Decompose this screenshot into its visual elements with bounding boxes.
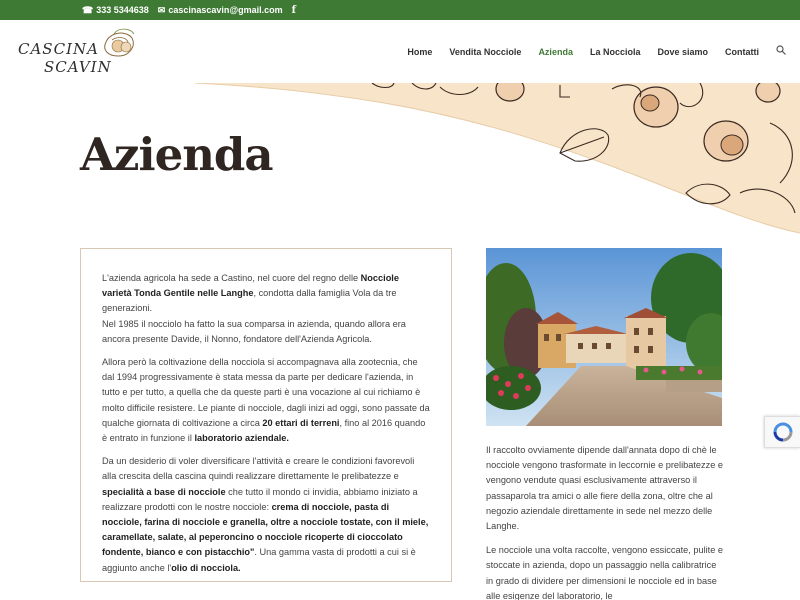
phone-number[interactable]: 333 5344638 [96, 5, 149, 15]
text-fragment: , condotta dalla famiglia Vola da tre generazioni. [102, 288, 397, 314]
search-icon[interactable] [776, 45, 786, 58]
harvest-description [486, 443, 726, 600]
text-bold: 20 ettari di terreni [262, 417, 340, 428]
phone-icon: ☎ [82, 4, 94, 15]
text-fragment: L'azienda agricola ha sede a Castino, nel cuore del regno delle [102, 273, 361, 283]
text-bold: crema di nocciole, pasta di nocciole, farina di nocciole e granella, oltre a nocciole tostate, con il miele, caramellate, salate, al peperoncino o nocciole ricoperte di cioccolato fondente, bianco e con pistacchio" [102, 501, 429, 558]
phone-contact[interactable] [82, 5, 149, 16]
text-fragment: che tutto il mondo ci invidia, abbiamo iniziato a realizzare prodotti con le nostre nocciole: [102, 486, 418, 512]
paragraph-2 [102, 355, 431, 446]
site-logo[interactable] [18, 28, 138, 78]
nav-item-home[interactable]: Home [407, 46, 433, 57]
nav-item-contatti[interactable]: Contatti [725, 46, 759, 57]
text-bold: Nocciole varietà Tonda Gentile nelle Langhe [102, 273, 399, 299]
text-fragment: Nel 1985 il nocciolo ha fatto la sua comparsa in azienda, quando allora era ancora presente Davide, il Nonno, fondatore dell'Azienda Agricola. [102, 318, 406, 344]
farm-photo [486, 248, 722, 426]
email-address[interactable]: cascinascavin@gmail.com [168, 5, 283, 15]
main-nav [407, 20, 786, 83]
logo-line2: SCAVIN [44, 58, 112, 76]
right-paragraph-1: Il raccolto ovviamente dipende dall'annata dopo di chè le nocciole vengono trasformate in leccornie e prelibatezze e vengono vendute quasi esclusivamente attraverso il passaparola tra amici o alle fiere della zona, oltre che al negozio aziendale direttamente in sede nel mezzo delle Langhe. [486, 445, 723, 532]
text-fragment: , fino al 2016 quando è entrato in funzione il [102, 417, 426, 444]
nav-item-la-nocciola[interactable]: La Nocciola [589, 46, 641, 57]
text-bold: olio di nocciola. [171, 562, 241, 573]
text-fragment: . Una gamma vasta di prodotti a cui si è aggiunto anche l' [102, 547, 416, 573]
text-fragment: Da un desiderio di voler diversificare l'attività e creare le condizioni favorevoli alla crescita della cascina quindi realizzare direttamente le prelibatezze e [102, 456, 415, 482]
text-bold: laboratorio aziendale. [194, 433, 289, 444]
text-fragment: Allora però la coltivazione della nocciola si accompagnava alla zootecnia, che dal 1994 progressivamente è stata messa da parte per dedicare l'azienda, in tutto e per tutto, a quella che da queste parti è una vocazione al cui richiamo è molto difficile resistere. Le piante di nocciole, dagli inizi ad oggi, sono passate da qualche giornata di coltivazione a circa [102, 357, 430, 428]
recaptcha-badge[interactable] [764, 416, 800, 448]
top-bar [0, 0, 800, 20]
company-description-box [80, 248, 452, 582]
facebook-link[interactable] [292, 5, 296, 16]
text-bold: specialità a base di nocciole [102, 486, 226, 497]
nav-item-vendita-nocciole[interactable]: Vendita Nocciole [449, 46, 522, 57]
nav-item-dove-siamo[interactable]: Dove siamo [657, 46, 708, 57]
paragraph-1 [102, 271, 431, 347]
mail-icon: ✉ [157, 4, 166, 15]
email-contact[interactable] [158, 5, 283, 16]
nav-item-azienda[interactable]: Azienda [538, 46, 573, 57]
paragraph-3 [102, 454, 431, 576]
logo-line1: CASCINA [18, 40, 99, 58]
right-paragraph-2: Le nocciole una volta raccolte, vengono essiccate, pulite e stoccate in azienda, dopo un passaggio nella calibratrice in grado di dividere per dimensioni le nocciole ed in base alle esigenze del laboratorio, le [486, 545, 723, 600]
page-title: Azienda [80, 128, 273, 181]
facebook-icon[interactable]: f [291, 4, 296, 16]
site-header [0, 20, 800, 83]
recaptcha-icon [773, 422, 793, 442]
